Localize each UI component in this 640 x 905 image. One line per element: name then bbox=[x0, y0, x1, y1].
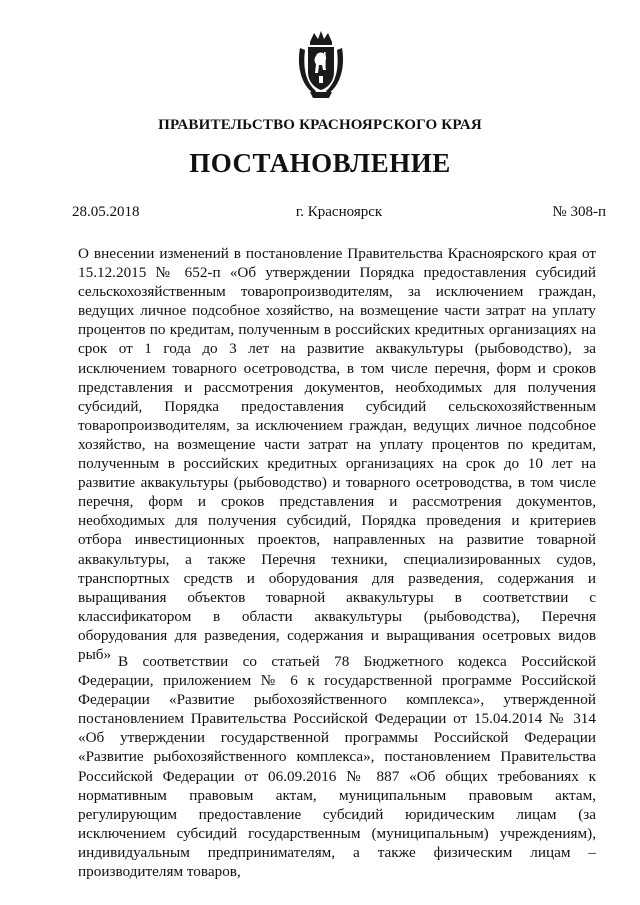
document-city: г. Красноярск bbox=[295, 204, 383, 220]
document-title: О внесении изменений в постановление Правительства Красноярского края от 15.12.2015 № 652-п «Об утверждении Порядка предоставления субсидий сельскохозяйственным товаропроизводителям, за исключением граждан, ведущих личное подсобное хозяйство, на возмещение части затрат на уплату процентов по кредитам, полученным в российских кредитных организациях на срок от 1 года до 3 лет на развитие аквакультуры (рыбоводство), за исключением товарного осетроводства, в том числе перечня, форм и сроков представления и рассмотрения документов, необходимых для получения субсидий, Порядка предоставления субсидий сельскохозяйственным товаропроизводителям, за исключением граждан, ведущих личное подсобное хозяйство, на возмещение части затрат на уплату процентов по кредитам, полученным в российских кредитных организациях на срок до 10 лет на развитие аквакультуры (рыбоводство) и товарного осетроводства, в том числе перечня, форм и сроков представления и рассмотрения документов, необходимых для получения субсидий, Порядка проведения и критериев отбора инвестиционных проектов, направленных на развитие товарной аквакультуры, а также Перечня техники, специализированных судов, транспортных средств и оборудования для разведения, содержания и выращивания объектов товарной аквакультуры в соответствии с классификатором в области аквакультуры (рыбоводства), Перечня оборудования для разведения, содержания и выращивания осетровых видов рыб» bbox=[78, 245, 596, 663]
document-number: № 308-п bbox=[552, 204, 606, 220]
document-type-heading: ПОСТАНОВЛЕНИЕ bbox=[189, 148, 451, 178]
organization-name: ПРАВИТЕЛЬСТВО КРАСНОЯРСКОГО КРАЯ bbox=[158, 117, 482, 133]
document-date: 28.05.2018 bbox=[72, 204, 140, 220]
krasnoyarsk-coat-of-arms-icon bbox=[296, 28, 346, 100]
document-meta-row bbox=[72, 204, 606, 224]
document-body-paragraph: В соответствии со статьей 78 Бюджетного кодекса Российской Федерации, приложением № 6 к государственной программе Российской Федерации «Развитие рыбохозяйственного комплекса», утвержденной постановлением Правительства Российской Федерации от 15.04.2014 № 314 «Об утверждении государственной программы Российской Федерации «Развитие рыбохозяйственного комплекса», постановлением Правительства Российской Федерации от 06.09.2016 № 887 «Об общих требованиях к нормативным правовым актам, муниципальным правовым актам, регулирующим предоставление субсидий юридическим лицам (за исключением субсидий государственным (муниципальным) учреждениям), индивидуальным предпринимателям, а также физическим лицам – производителям товаров, bbox=[78, 653, 596, 881]
